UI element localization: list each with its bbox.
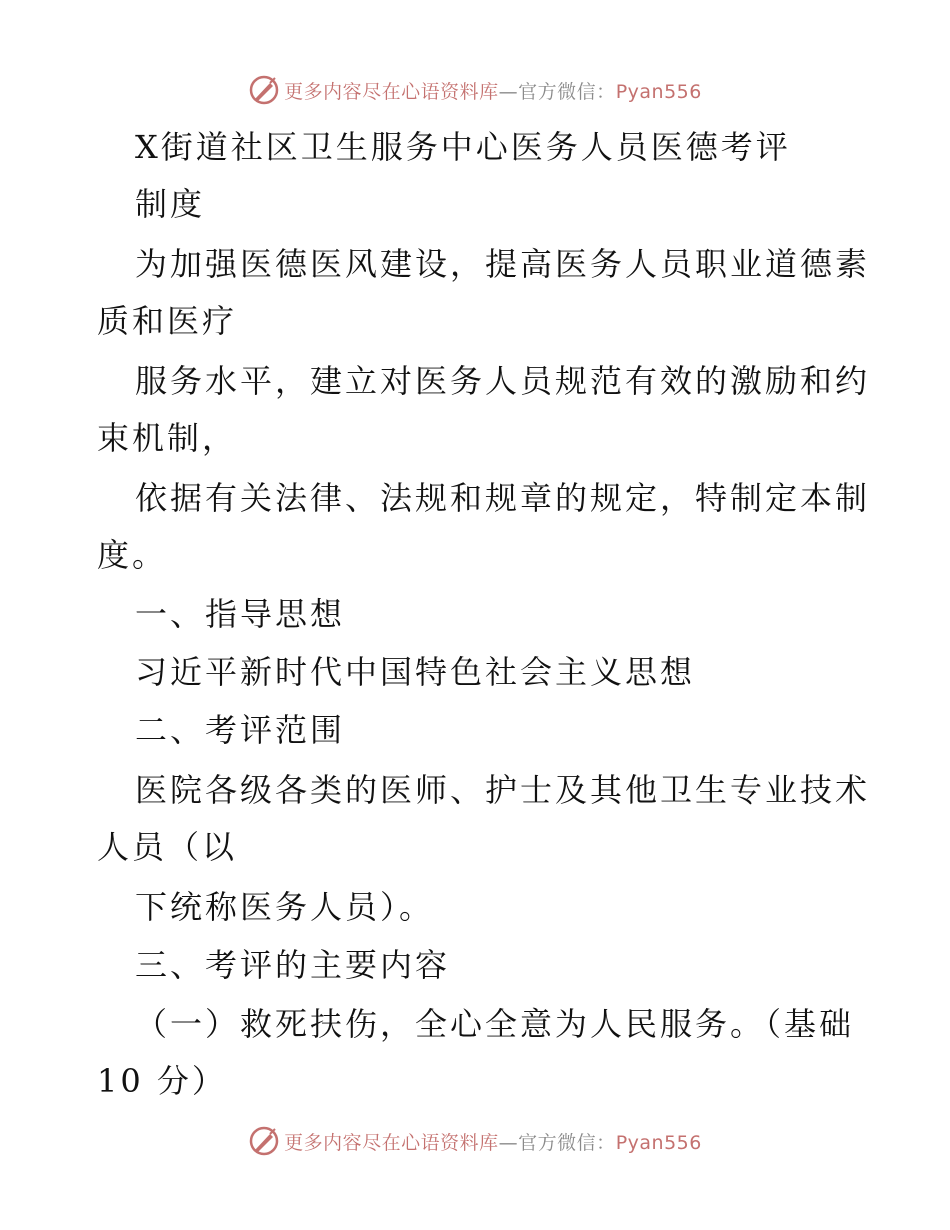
doc-line-4: 质和医疗 [97, 302, 238, 340]
doc-line-12: 医院各级各类的医师、护士及其他卫生专业技术 [135, 771, 871, 809]
watermark-suffix: —官方微信： [498, 80, 616, 103]
quill-pen-logo-icon [248, 1125, 280, 1157]
doc-line-3: 为加强医德医风建设，提高医务人员职业道德素 [135, 245, 871, 283]
doc-line-6: 束机制， [97, 419, 238, 457]
watermark-prefix: 更多内容尽在心语资料库 [284, 80, 499, 103]
doc-heading-1: 一、指导思想 [135, 595, 346, 633]
doc-line-title-2: 制度 [135, 185, 206, 223]
watermark-banner-bottom [0, 1121, 950, 1161]
watermark-wechat: Pyan556 [615, 80, 702, 103]
doc-line-7: 依据有关法律、法规和规章的规定，特制定本制 [135, 479, 871, 517]
doc-line-10: 习近平新时代中国特色社会主义思想 [135, 653, 696, 691]
doc-heading-2: 二、考评范围 [135, 711, 346, 749]
watermark-text [284, 1128, 702, 1155]
watermark-suffix: —官方微信： [498, 1131, 616, 1154]
doc-line-14: 下统称医务人员）。 [135, 888, 435, 926]
watermark-prefix: 更多内容尽在心语资料库 [284, 1131, 499, 1154]
doc-line-16: （一）救死扶伤，全心全意为人民服务。（基础 [135, 1005, 855, 1043]
watermark-wechat: Pyan556 [615, 1131, 702, 1154]
doc-line-title-1: X街道社区卫生服务中心医务人员医德考评 [135, 128, 791, 166]
doc-line-5: 服务水平，建立对医务人员规范有效的激励和约 [135, 362, 871, 400]
doc-line-17: 10 分） [97, 1062, 227, 1100]
doc-line-13: 人员（以 [97, 828, 238, 866]
doc-line-8: 度。 [97, 536, 168, 574]
doc-heading-3: 三、考评的主要内容 [135, 946, 451, 984]
